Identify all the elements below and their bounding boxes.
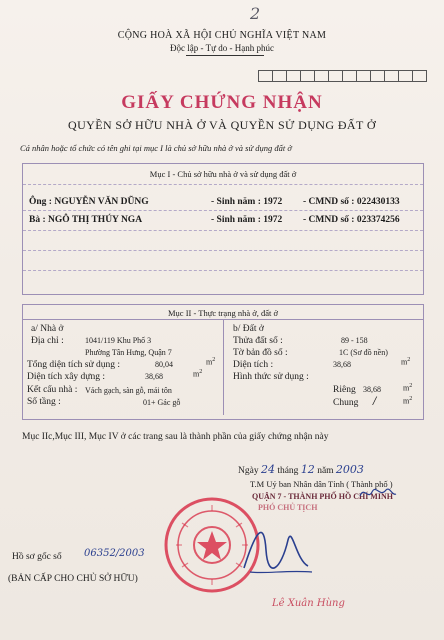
- section1-heading: Mục I - Chủ sở hữu nhà ở và sử dụng đất ở: [149, 169, 297, 179]
- private-label: Riêng: [333, 385, 356, 395]
- motto-underline: [186, 55, 264, 56]
- usage-label: Hình thức sử dụng :: [233, 372, 309, 382]
- section-owners: [22, 163, 424, 295]
- plot-value: 89 - 158: [341, 336, 368, 345]
- issue-date: [238, 463, 364, 476]
- serial-box: [370, 70, 385, 82]
- address-line2: Phường Tân Hưng, Quận 7: [85, 348, 172, 357]
- divider: [23, 270, 423, 271]
- serial-box: [398, 70, 413, 82]
- floors-label: Số tầng :: [27, 397, 61, 407]
- serial-box: [286, 70, 301, 82]
- section2-heading: Mục II - Thực trạng nhà ở, đất ở: [168, 308, 278, 318]
- month-label: tháng: [277, 466, 299, 476]
- land-area-value: 38,68: [333, 360, 351, 369]
- national-motto: Độc lập - Tự do - Hạnh phúc: [170, 43, 274, 53]
- divider: [23, 210, 423, 211]
- issued-to-note: (BẢN CẤP CHO CHỦ SỞ HỮU): [8, 574, 138, 584]
- address-line1: 1041/119 Khu Phố 3: [85, 336, 152, 345]
- owner2-id-number: - CMND số : 023374256: [303, 215, 400, 225]
- floors-value: 01+ Gác gỗ: [143, 398, 181, 407]
- unit-m2: $m^2$: [193, 369, 203, 379]
- section-property: [22, 304, 424, 420]
- serial-box: [328, 70, 343, 82]
- land-area-label: Diện tích :: [233, 360, 274, 370]
- divider: [23, 230, 423, 231]
- plot-label: Thửa đất số :: [233, 336, 283, 346]
- serial-number-boxes: [258, 70, 426, 82]
- signature: [236, 510, 316, 580]
- built-area-label: Diện tích xây dựng :: [27, 372, 105, 382]
- map-value: 1C (Sơ đồ nền): [339, 348, 388, 357]
- initials-signature: [358, 484, 398, 502]
- year-value: 2003: [335, 463, 364, 476]
- serial-box: [412, 70, 427, 82]
- day-label: Ngày: [238, 466, 259, 476]
- sections-note: Mục IIc,Mục III, Mục IV ở các trang sau là thành phần của giấy chứng nhận này: [22, 432, 329, 442]
- usable-area-label: Tổng diện tích sử dụng :: [27, 360, 121, 370]
- certificate-title: GIẤY CHỨNG NHẬN: [121, 92, 323, 113]
- record-label: Hồ sơ gốc số: [12, 552, 62, 562]
- vice-chair-title: PHÓ CHỦ TỊCH: [258, 503, 318, 512]
- owner2-birth-year: - Sinh năm : 1972: [211, 215, 283, 225]
- serial-box: [356, 70, 371, 82]
- usable-area-value: 80,04: [155, 360, 173, 369]
- day-value: 24: [260, 463, 275, 476]
- serial-box: [384, 70, 399, 82]
- serial-box: [258, 70, 273, 82]
- address-label: Địa chỉ :: [31, 336, 64, 346]
- owner1-birth-year: - Sinh năm : 1972: [211, 197, 283, 207]
- house-heading: a/ Nhà ở: [31, 324, 64, 334]
- divider: [23, 250, 423, 251]
- serial-box: [342, 70, 357, 82]
- serial-box: [272, 70, 287, 82]
- built-area-value: 38,68: [145, 372, 163, 381]
- divider: [23, 184, 423, 185]
- district-name: QUẬN 7 - THÀNH PHỐ HỒ CHÍ MINH: [252, 492, 393, 501]
- owner1-name: Ông : NGUYỄN VĂN DŨNG: [29, 197, 149, 207]
- unit-m2: $m^2$: [401, 357, 411, 367]
- record-number: 06352/2003: [84, 548, 145, 559]
- unit-m2: $m^2$: [206, 357, 216, 367]
- certificate-subtitle: QUYỀN SỞ HỮU NHÀ Ở VÀ QUYỀN SỬ DỤNG ĐẤT Ở: [68, 118, 376, 132]
- year-label: năm: [317, 466, 334, 476]
- unit-m2: $m^2$: [403, 383, 413, 393]
- private-area-value: 38,68: [363, 385, 381, 394]
- column-divider: [223, 319, 224, 415]
- national-title: CỘNG HOÀ XÃ HỘI CHỦ NGHĨA VIỆT NAM: [117, 30, 327, 41]
- issuing-authority: T.M Uỷ ban Nhân dân Tỉnh ( Thành phố ): [250, 479, 393, 489]
- map-label: Tờ bản đồ số :: [233, 348, 288, 358]
- owner2-name: Bà : NGÔ THỊ THÚY NGA: [29, 215, 143, 225]
- signer-name: Lê Xuân Hùng: [272, 598, 345, 609]
- owner1-id-number: - CMND số : 022430133: [303, 197, 400, 207]
- structure-value: Vách gạch, sàn gỗ, mái tôn: [85, 386, 172, 395]
- serial-box: [300, 70, 315, 82]
- structure-label: Kết cấu nhà :: [27, 385, 78, 395]
- serial-box: [314, 70, 329, 82]
- shared-area-value: /: [373, 396, 377, 407]
- intro-text: Cá nhân hoặc tổ chức có tên ghi tại mục I là chủ sở hữu nhà ở và sử dụng đất ở: [20, 143, 292, 153]
- shared-label: Chung: [333, 398, 359, 408]
- unit-m2: $m^2$: [403, 396, 413, 406]
- page-number: 2: [250, 4, 261, 23]
- month-value: 12: [300, 463, 315, 476]
- land-heading: b/ Đất ở: [233, 324, 264, 334]
